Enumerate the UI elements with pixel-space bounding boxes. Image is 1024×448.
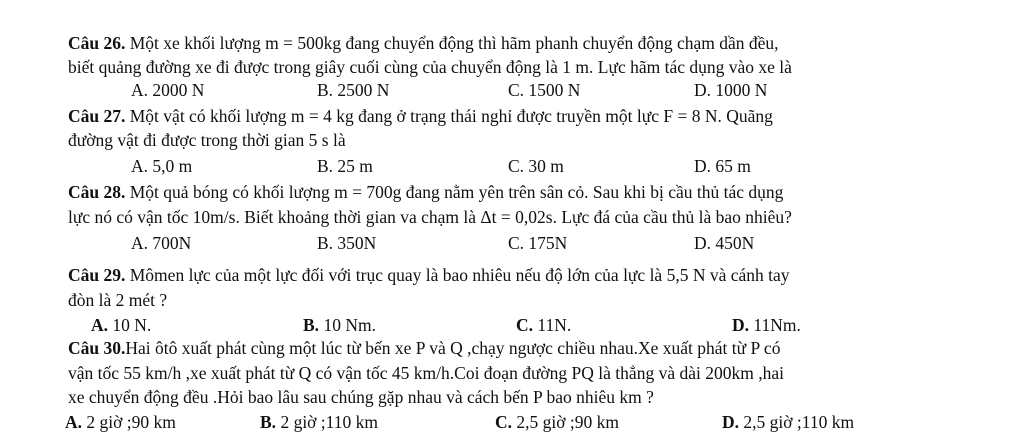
- question-26-answer-c: C. 1500 N: [508, 80, 581, 100]
- question-26-line-1: [68, 31, 779, 55]
- question-28-answer-b: B. 350N: [317, 233, 377, 253]
- question-26-label: Câu 26.: [68, 33, 126, 53]
- question-26-answer-b: B. 2500 N: [317, 80, 390, 100]
- question-28-answer-c: C. 175N: [508, 233, 568, 253]
- question-30-answer-c-text: 2,5 giờ ;90 km: [512, 412, 619, 432]
- question-29-answer-c: [516, 313, 571, 337]
- question-28-line-2: lực nó có vận tốc 10m/s. Biết khoảng thời gian va chạm là Δt = 0,02s. Lực đá của cầu thủ là bao nhiêu?: [68, 207, 792, 227]
- question-29-answer-b-letter: B.: [303, 315, 320, 335]
- question-27-line-1: [68, 104, 773, 128]
- question-27-answer-c: C. 30 m: [508, 156, 564, 176]
- question-30-answer-d-letter: D.: [722, 412, 740, 432]
- question-29-line-2: đòn là 2 mét ?: [68, 290, 168, 310]
- question-30-answer-c: [495, 410, 619, 434]
- question-26-answer-d: D. 1000 N: [694, 80, 768, 100]
- question-29-answer-d: [732, 313, 801, 337]
- question-29-answer-a-text: 10 N.: [108, 315, 152, 335]
- question-29-answer-d-letter: D.: [732, 315, 750, 335]
- question-29-answer-c-letter: C.: [516, 315, 534, 335]
- question-27-line-2: đường vật đi được trong thời gian 5 s là: [68, 130, 346, 150]
- question-28-label: Câu 28.: [68, 182, 126, 202]
- question-26-answer-a: A. 2000 N: [131, 80, 205, 100]
- question-30-line-1: [68, 336, 780, 360]
- question-26-line-2: biết quảng đường xe đi được trong giây cuối cùng của chuyển động là 1 m. Lực hãm tác dụng vào xe là: [68, 57, 792, 77]
- question-30-label: Câu 30.: [68, 338, 126, 358]
- question-29-answer-d-text: 11Nm.: [749, 315, 801, 335]
- question-27-answer-d: D. 65 m: [694, 156, 751, 176]
- question-29-answer-c-text: 11N.: [533, 315, 572, 335]
- question-30-answer-c-letter: C.: [495, 412, 513, 432]
- question-29-label: Câu 29.: [68, 265, 126, 285]
- question-29-answer-b: [303, 313, 376, 337]
- question-27-text-1: Một vật có khối lượng m = 4 kg đang ở trạng thái nghỉ được truyền một lực F = 8 N. Quãng: [125, 106, 773, 126]
- question-27-answer-a: A. 5,0 m: [131, 156, 193, 176]
- question-30-answer-d: [722, 410, 854, 434]
- question-30-line-2: vận tốc 55 km/h ,xe xuất phát từ Q có vận tốc 45 km/h.Coi đoạn đường PQ là thẳng và dài 200km ,hai: [68, 363, 784, 383]
- question-30-answer-a-letter: A.: [65, 412, 83, 432]
- question-27-answer-b: B. 25 m: [317, 156, 373, 176]
- question-26-text-1: Một xe khối lượng m = 500kg đang chuyển động thì hãm phanh chuyển động chạm dần đều,: [125, 33, 779, 53]
- question-28-answer-d: D. 450N: [694, 233, 755, 253]
- question-30-line-3: xe chuyển động đều .Hỏi bao lâu sau chúng gặp nhau và cách bến P bao nhiêu km ?: [68, 387, 654, 407]
- question-28-line-1: [68, 180, 783, 204]
- question-29-line-1: [68, 263, 790, 287]
- question-30-answer-d-text: 2,5 giờ ;110 km: [739, 412, 855, 432]
- question-29-text-1: Mômen lực của một lực đối với trục quay là bao nhiêu nếu độ lớn của lực là 5,5 N và cánh tay: [125, 265, 790, 285]
- question-29-answer-a: [91, 313, 151, 337]
- question-27-label: Câu 27.: [68, 106, 126, 126]
- question-30-answer-b-letter: B.: [260, 412, 277, 432]
- question-29-answer-a-letter: A.: [91, 315, 109, 335]
- question-30-answer-b-text: 2 giờ ;110 km: [276, 412, 379, 432]
- question-30-text-1: Hai ôtô xuất phát cùng một lúc từ bến xe P và Q ,chạy ngược chiều nhau.Xe xuất phát từ P có: [125, 338, 781, 358]
- question-30-answer-a-text: 2 giờ ;90 km: [82, 412, 176, 432]
- question-30-answer-b: [260, 410, 378, 434]
- question-30-answer-a: [65, 410, 176, 434]
- question-28-text-1: Một quả bóng có khối lượng m = 700g đang nằm yên trên sân cỏ. Sau khi bị cầu thủ tác dụng: [125, 182, 784, 202]
- question-28-answer-a: A. 700N: [131, 233, 192, 253]
- question-29-answer-b-text: 10 Nm.: [319, 315, 376, 335]
